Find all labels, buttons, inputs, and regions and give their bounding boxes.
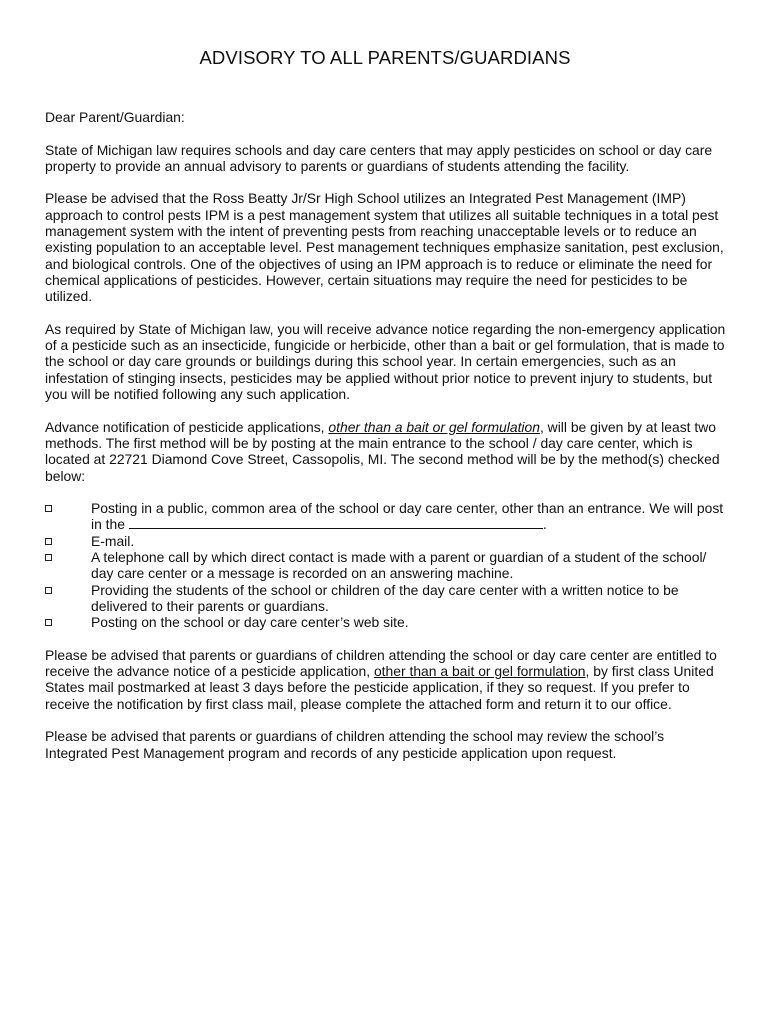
option-public-posting-end: . (542, 516, 547, 533)
notification-text-end: , will be given by at least two methods. The first method will be by posting at the main entrance to the school / day care center, which is located at 22721 Diamond Cove Street, Cassopolis, MI. The second method will be by the method(s) checked below: (45, 418, 720, 484)
document-title: ADVISORY TO ALL PARENTS/GUARDIANS (199, 47, 571, 68)
checkbox-telephone[interactable] (45, 554, 52, 561)
posting-location-blank[interactable] (129, 516, 543, 529)
option-public-posting-text: Posting in a public, common area of the school or day care center, other than an entrance. We will post in the (91, 500, 724, 533)
option-email-text: E-mail. (91, 532, 135, 549)
mail-text-end: , by first class United States mail postmarked at least 3 days before the pesticide application, if they so request. If you prefer to receive the notification by first class mail, please complete the attached form and return it to our office. (45, 663, 714, 712)
greeting: Dear Parent/Guardian: (45, 109, 185, 125)
option-public-posting (45, 500, 730, 533)
option-written-notice-text: Providing the students of the school or children of the day care center with a written notice to be delivered to their parents or guardians. (91, 581, 679, 614)
paragraph-ipm-approach: Please be advised that the Ross Beatty Jr/Sr High School utilizes an Integrated Pest Management (IMP) approach to control pests IPM is a pest management system that utilizes all suitable techniques in a total pest management system with the intent of preventing pests from reaching unacceptable levels or to reduce an existing population to an acceptable level. Pest management techniques emphasize sanitation, pest exclusion, and biological controls. One of the objectives of using an IPM approach is to reduce or eliminate the need for chemical applications of pesticides. However, certain situations may require the need for pesticides to be utilized. (45, 190, 724, 305)
paragraph-review-records: Please be advised that parents or guardians of children attending the school may review the school’s Integrated Pest Management program and records of any pesticide application upon request. (45, 728, 665, 761)
option-written-notice (45, 582, 730, 615)
checkbox-website[interactable] (45, 619, 52, 626)
checkbox-public-posting[interactable] (45, 505, 52, 512)
checkbox-written-notice[interactable] (45, 587, 52, 594)
mail-text-start: Please be advised that parents or guardians of children attending the school or day care center are entitled to receive the advance notice of a pesticide application, (45, 646, 717, 680)
option-website-text: Posting on the school or day care center’s web site. (91, 614, 409, 631)
notification-method-checklist (45, 500, 730, 630)
paragraph-law-requirement: State of Michigan law requires schools and day care centers that may apply pesticides on school or day care property to provide an annual advisory to parents or guardians of students attending the facility. (45, 141, 713, 174)
checkbox-email[interactable] (45, 538, 52, 545)
option-telephone-text: A telephone call by which direct contact is made with a parent or guardian of a student of the school/ day care center or a message is recorded on an answering machine. (91, 549, 707, 582)
option-telephone (45, 549, 730, 582)
option-website (45, 614, 730, 630)
bait-gel-exception-2: other than a bait or gel formulation (373, 663, 586, 680)
option-email (45, 533, 730, 549)
bait-gel-exception: other than a bait or gel formulation (328, 418, 540, 435)
paragraph-notification-methods (45, 419, 730, 484)
document-body (45, 109, 730, 777)
notification-text-start: Advance notification of pesticide applications, (45, 418, 329, 435)
paragraph-advance-notice: As required by State of Michigan law, you will receive advance notice regarding the non-emergency application of a pesticide such as an insecticide, fungicide or herbicide, other than a bait or gel formulation, that is made to the school or day care grounds or buildings during this school year. In certain emergencies, such as an infestation of stinging insects, pesticides may be applied without prior notice to prevent injury to students, but you will be notified following any such application. (45, 320, 726, 403)
paragraph-first-class-mail (45, 647, 730, 712)
